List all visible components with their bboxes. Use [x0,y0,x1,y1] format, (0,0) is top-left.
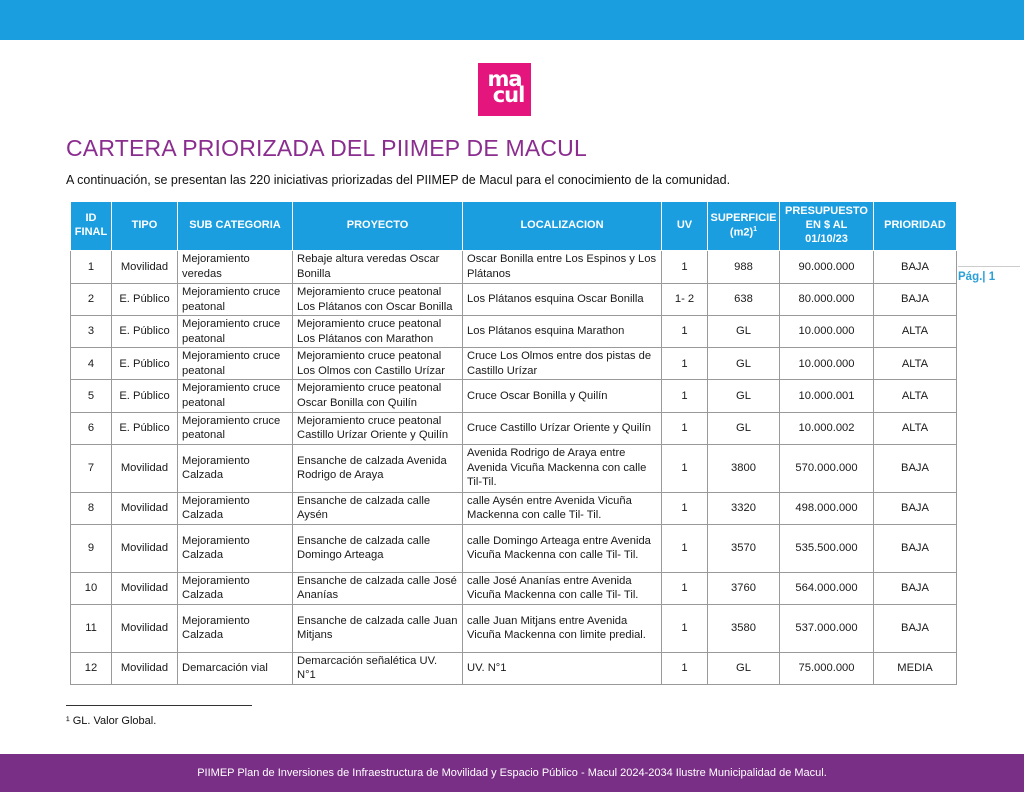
table-header-row [71,202,957,251]
footnote-rule [66,705,252,706]
cell-superficie: GL [708,412,780,444]
cell-presupuesto: 570.000.000 [780,444,874,492]
cell-presupuesto: 564.000.000 [780,572,874,604]
cell-id: 1 [71,251,112,284]
cell-proyecto: Demarcación señalética UV. N°1 [293,652,463,684]
cell-prioridad: BAJA [874,604,957,652]
cell-tipo: E. Público [112,380,178,412]
cell-presupuesto: 537.000.000 [780,604,874,652]
cell-superficie: 988 [708,251,780,284]
cell-superficie: 3580 [708,604,780,652]
cell-prioridad: BAJA [874,492,957,524]
cell-tipo: E. Público [112,348,178,380]
cell-presupuesto: 10.000.000 [780,316,874,348]
macul-logo [478,63,531,116]
footer-text: PIIMEP Plan de Inversiones de Infraestructura de Movilidad y Espacio Público - Macul 2024-2034 Ilustre Municipalidad de Macul. [197,767,827,779]
col-header-prioridad: PRIORIDAD [874,202,957,251]
cell-presupuesto: 80.000.000 [780,284,874,316]
cell-presupuesto: 10.000.002 [780,412,874,444]
cell-id: 6 [71,412,112,444]
page-title: CARTERA PRIORIZADA DEL PIIMEP DE MACUL [66,135,587,161]
col-header-tipo: TIPO [112,202,178,251]
cell-tipo: Movilidad [112,652,178,684]
cell-proyecto: Ensanche de calzada calle José Ananías [293,572,463,604]
table-row [71,444,957,492]
cell-superficie: 3760 [708,572,780,604]
cell-subcategoria: Mejoramiento Calzada [178,604,293,652]
cell-uv: 1 [662,604,708,652]
cell-proyecto: Mejoramiento cruce peatonal Los Plátanos con Marathon [293,316,463,348]
cell-prioridad: ALTA [874,316,957,348]
initiatives-table [70,201,957,685]
cell-uv: 1 [662,251,708,284]
cell-id: 3 [71,316,112,348]
cell-presupuesto: 498.000.000 [780,492,874,524]
cell-tipo: E. Público [112,316,178,348]
cell-localizacion: calle Domingo Arteaga entre Avenida Vicuña Mackenna con calle Til- Til. [463,524,662,572]
cell-uv: 1 [662,316,708,348]
cell-prioridad: ALTA [874,412,957,444]
table-row [71,284,957,316]
cell-subcategoria: Mejoramiento Calzada [178,444,293,492]
cell-tipo: Movilidad [112,492,178,524]
cell-proyecto: Ensanche de calzada Avenida Rodrigo de Araya [293,444,463,492]
cell-subcategoria: Demarcación vial [178,652,293,684]
cell-tipo: Movilidad [112,604,178,652]
cell-subcategoria: Mejoramiento cruce peatonal [178,380,293,412]
cell-uv: 1 [662,412,708,444]
cell-prioridad: BAJA [874,444,957,492]
table-row [71,380,957,412]
cell-superficie: 3570 [708,524,780,572]
cell-localizacion: calle José Ananías entre Avenida Vicuña Mackenna con calle Til- Til. [463,572,662,604]
cell-uv: 1 [662,444,708,492]
cell-subcategoria: Mejoramiento Calzada [178,524,293,572]
col-header-id: ID FINAL [71,202,112,251]
cell-proyecto: Ensanche de calzada calle Aysén [293,492,463,524]
cell-uv: 1 [662,524,708,572]
table-row [71,524,957,572]
footnote: ¹ GL. Valor Global. [66,715,157,727]
cell-superficie: GL [708,316,780,348]
logo-text-line2: cul [492,83,525,108]
cell-uv: 1 [662,348,708,380]
cell-localizacion: calle Aysén entre Avenida Vicuña Mackenna con calle Til- Til. [463,492,662,524]
cell-prioridad: BAJA [874,572,957,604]
header-bar [0,0,1024,40]
page-number: Pág.| 1 [958,266,1020,283]
cell-proyecto: Rebaje altura veredas Oscar Bonilla [293,251,463,284]
cell-presupuesto: 90.000.000 [780,251,874,284]
cell-presupuesto: 10.000.000 [780,348,874,380]
cell-superficie: GL [708,380,780,412]
col-header-subcategoria: SUB CATEGORIA [178,202,293,251]
table-row [71,492,957,524]
cell-id: 7 [71,444,112,492]
cell-superficie: 3320 [708,492,780,524]
cell-localizacion: calle Juan Mitjans entre Avenida Vicuña Mackenna con limite predial. [463,604,662,652]
cell-id: 2 [71,284,112,316]
cell-localizacion: Los Plátanos esquina Marathon [463,316,662,348]
cell-proyecto: Mejoramiento cruce peatonal Los Plátanos con Oscar Bonilla [293,284,463,316]
logo-text-line1: ma [487,67,522,91]
cell-uv: 1 [662,492,708,524]
col-header-superficie: SUPERFICIE $(m2)^1$ [708,202,780,251]
cell-proyecto: Mejoramiento cruce peatonal Castillo Urízar Oriente y Quilín [293,412,463,444]
cell-tipo: E. Público [112,412,178,444]
cell-superficie: GL [708,348,780,380]
cell-localizacion: Cruce Oscar Bonilla y Quilín [463,380,662,412]
col-header-proyecto: PROYECTO [293,202,463,251]
cell-tipo: E. Público [112,284,178,316]
cell-id: 5 [71,380,112,412]
table-row [71,348,957,380]
cell-prioridad: BAJA [874,251,957,284]
cell-uv: 1 [662,572,708,604]
col-header-uv: UV [662,202,708,251]
cell-prioridad: BAJA [874,284,957,316]
cell-localizacion: Cruce Los Olmos entre dos pistas de Castillo Urízar [463,348,662,380]
cell-subcategoria: Mejoramiento cruce peatonal [178,316,293,348]
table-row [71,251,957,284]
cell-subcategoria: Mejoramiento veredas [178,251,293,284]
table-row [71,652,957,684]
cell-localizacion: UV. N°1 [463,652,662,684]
cell-prioridad: BAJA [874,524,957,572]
col-header-presupuesto: PRESUPUESTO EN $ AL 01/10/23 [780,202,874,251]
cell-presupuesto: 10.000.001 [780,380,874,412]
cell-id: 9 [71,524,112,572]
cell-id: 11 [71,604,112,652]
cell-subcategoria: Mejoramiento cruce peatonal [178,412,293,444]
cell-localizacion: Oscar Bonilla entre Los Espinos y Los Plátanos [463,251,662,284]
cell-subcategoria: Mejoramiento Calzada [178,572,293,604]
cell-subcategoria: Mejoramiento cruce peatonal [178,348,293,380]
cell-uv: 1 [662,652,708,684]
cell-tipo: Movilidad [112,444,178,492]
cell-uv: 1- 2 [662,284,708,316]
table-row [71,604,957,652]
cell-uv: 1 [662,380,708,412]
cell-id: 8 [71,492,112,524]
cell-subcategoria: Mejoramiento Calzada [178,492,293,524]
cell-localizacion: Cruce Castillo Urízar Oriente y Quilín [463,412,662,444]
table-row [71,316,957,348]
footer-bar [0,754,1024,792]
table-row [71,572,957,604]
cell-presupuesto: 535.500.000 [780,524,874,572]
table-row [71,412,957,444]
cell-subcategoria: Mejoramiento cruce peatonal [178,284,293,316]
intro-text: A continuación, se presentan las 220 iniciativas priorizadas del PIIMEP de Macul para el conocimiento de la comunidad. [66,173,731,187]
cell-superficie: GL [708,652,780,684]
cell-proyecto: Ensanche de calzada calle Juan Mitjans [293,604,463,652]
cell-proyecto: Mejoramiento cruce peatonal Oscar Bonilla con Quilín [293,380,463,412]
cell-localizacion: Avenida Rodrigo de Araya entre Avenida Vicuña Mackenna con calle Til-Til. [463,444,662,492]
cell-proyecto: Ensanche de calzada calle Domingo Arteaga [293,524,463,572]
cell-tipo: Movilidad [112,251,178,284]
cell-superficie: 3800 [708,444,780,492]
cell-prioridad: MEDIA [874,652,957,684]
cell-proyecto: Mejoramiento cruce peatonal Los Olmos con Castillo Urízar [293,348,463,380]
cell-prioridad: ALTA [874,348,957,380]
cell-prioridad: ALTA [874,380,957,412]
cell-superficie: 638 [708,284,780,316]
cell-id: 4 [71,348,112,380]
cell-tipo: Movilidad [112,524,178,572]
cell-id: 12 [71,652,112,684]
cell-id: 10 [71,572,112,604]
col-header-localizacion: LOCALIZACION [463,202,662,251]
cell-localizacion: Los Plátanos esquina Oscar Bonilla [463,284,662,316]
cell-presupuesto: 75.000.000 [780,652,874,684]
cell-tipo: Movilidad [112,572,178,604]
